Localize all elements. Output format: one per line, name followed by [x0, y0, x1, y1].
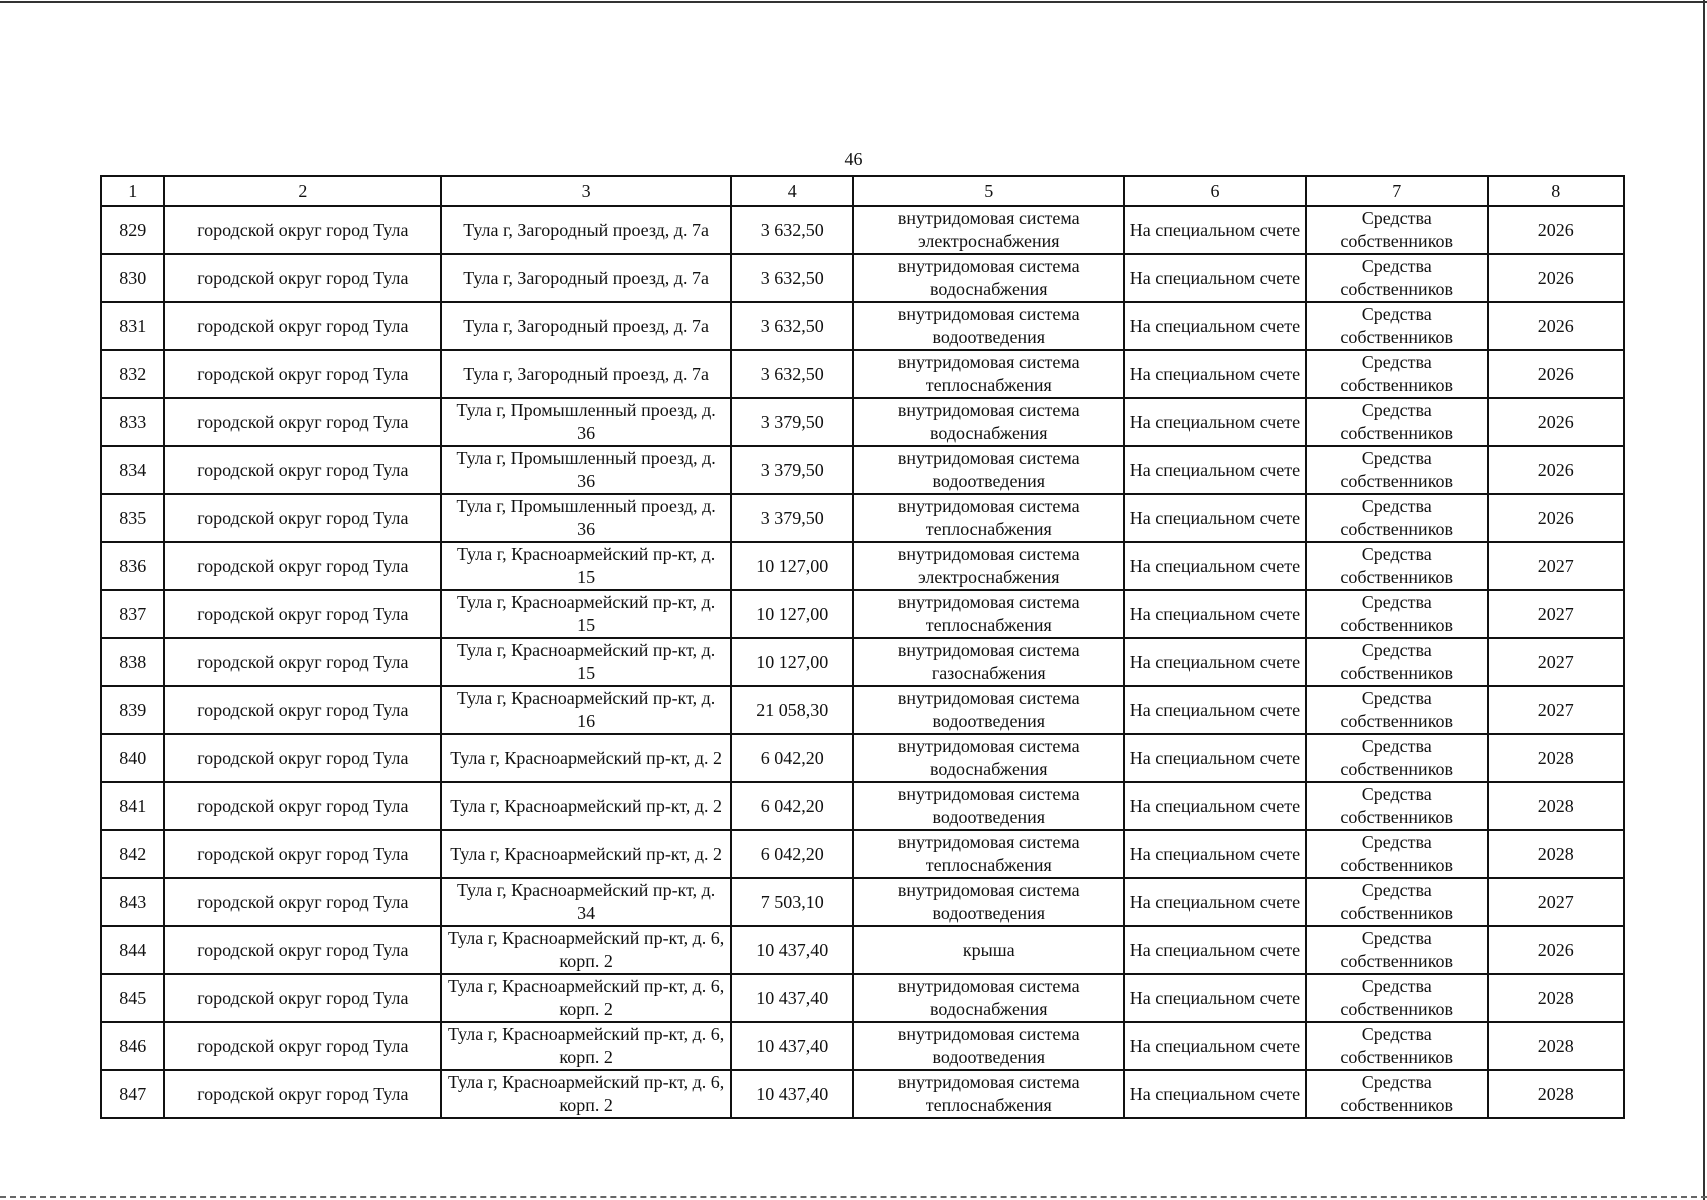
funding-source-cell: Средства собственников [1306, 206, 1488, 254]
address-cell: Тула г, Красноармейский пр-кт, д. 6, корп. 2 [441, 1022, 731, 1070]
year-cell: 2026 [1488, 926, 1624, 974]
year-cell: 2028 [1488, 734, 1624, 782]
area-cell: 3 379,50 [731, 398, 854, 446]
table-row [101, 350, 1624, 398]
funding-source-cell: Средства собственников [1306, 542, 1488, 590]
fund-method-cell: На специальном счете [1124, 1070, 1306, 1118]
row-number-cell: 833 [101, 398, 164, 446]
work-type-cell: внутридомовая система теплоснабжения [853, 1070, 1124, 1118]
fund-method-cell: На специальном счете [1124, 302, 1306, 350]
address-cell: Тула г, Красноармейский пр-кт, д. 6, корп. 2 [441, 974, 731, 1022]
table-row [101, 878, 1624, 926]
fund-method-cell: На специальном счете [1124, 590, 1306, 638]
column-number-header: 2 [164, 176, 441, 206]
work-type-cell: внутридомовая система теплоснабжения [853, 350, 1124, 398]
year-cell: 2027 [1488, 878, 1624, 926]
fund-method-cell: На специальном счете [1124, 446, 1306, 494]
fund-method-cell: На специальном счете [1124, 1022, 1306, 1070]
address-cell: Тула г, Красноармейский пр-кт, д. 16 [441, 686, 731, 734]
work-type-cell: внутридомовая система водоотведения [853, 878, 1124, 926]
address-cell: Тула г, Промышленный проезд, д. 36 [441, 494, 731, 542]
column-number-row [101, 176, 1624, 206]
year-cell: 2027 [1488, 542, 1624, 590]
address-cell: Тула г, Загородный проезд, д. 7а [441, 302, 731, 350]
fund-method-cell: На специальном счете [1124, 350, 1306, 398]
year-cell: 2026 [1488, 254, 1624, 302]
funding-source-cell: Средства собственников [1306, 302, 1488, 350]
table-row [101, 638, 1624, 686]
work-type-cell: внутридомовая система водоснабжения [853, 974, 1124, 1022]
year-cell: 2026 [1488, 206, 1624, 254]
work-type-cell: внутридомовая система водоснабжения [853, 398, 1124, 446]
row-number-cell: 835 [101, 494, 164, 542]
address-cell: Тула г, Красноармейский пр-кт, д. 15 [441, 590, 731, 638]
municipality-cell: городской округ город Тула [164, 254, 441, 302]
funding-source-cell: Средства собственников [1306, 350, 1488, 398]
table-row [101, 302, 1624, 350]
municipality-cell: городской округ город Тула [164, 926, 441, 974]
municipality-cell: городской округ город Тула [164, 302, 441, 350]
year-cell: 2026 [1488, 302, 1624, 350]
municipality-cell: городской округ город Тула [164, 830, 441, 878]
table-row [101, 398, 1624, 446]
table-row [101, 782, 1624, 830]
work-type-cell: внутридомовая система водоотведения [853, 1022, 1124, 1070]
row-number-cell: 836 [101, 542, 164, 590]
table-row [101, 830, 1624, 878]
register-table [100, 175, 1625, 1119]
municipality-cell: городской округ город Тула [164, 590, 441, 638]
address-cell: Тула г, Красноармейский пр-кт, д. 34 [441, 878, 731, 926]
column-number-header: 6 [1124, 176, 1306, 206]
area-cell: 10 127,00 [731, 590, 854, 638]
fund-method-cell: На специальном счете [1124, 686, 1306, 734]
address-cell: Тула г, Красноармейский пр-кт, д. 6, корп. 2 [441, 1070, 731, 1118]
area-cell: 6 042,20 [731, 782, 854, 830]
table-row [101, 926, 1624, 974]
work-type-cell: внутридомовая система теплоснабжения [853, 590, 1124, 638]
area-cell: 7 503,10 [731, 878, 854, 926]
area-cell: 21 058,30 [731, 686, 854, 734]
area-cell: 3 632,50 [731, 350, 854, 398]
funding-source-cell: Средства собственников [1306, 494, 1488, 542]
municipality-cell: городской округ город Тула [164, 686, 441, 734]
column-number-header: 8 [1488, 176, 1624, 206]
table-row [101, 542, 1624, 590]
table-row [101, 686, 1624, 734]
area-cell: 10 437,40 [731, 1070, 854, 1118]
address-cell: Тула г, Красноармейский пр-кт, д. 2 [441, 734, 731, 782]
column-number-header: 3 [441, 176, 731, 206]
fund-method-cell: На специальном счете [1124, 878, 1306, 926]
municipality-cell: городской округ город Тула [164, 734, 441, 782]
area-cell: 10 127,00 [731, 638, 854, 686]
year-cell: 2027 [1488, 590, 1624, 638]
fund-method-cell: На специальном счете [1124, 254, 1306, 302]
work-type-cell: внутридомовая система водоотведения [853, 302, 1124, 350]
work-type-cell: внутридомовая система теплоснабжения [853, 830, 1124, 878]
funding-source-cell: Средства собственников [1306, 830, 1488, 878]
row-number-cell: 834 [101, 446, 164, 494]
year-cell: 2026 [1488, 350, 1624, 398]
area-cell: 3 379,50 [731, 446, 854, 494]
work-type-cell: внутридомовая система электроснабжения [853, 206, 1124, 254]
column-number-header: 4 [731, 176, 854, 206]
area-cell: 10 437,40 [731, 926, 854, 974]
row-number-cell: 831 [101, 302, 164, 350]
row-number-cell: 829 [101, 206, 164, 254]
area-cell: 3 632,50 [731, 206, 854, 254]
bottom-scan-rule [0, 1196, 1707, 1198]
table-row [101, 206, 1624, 254]
funding-source-cell: Средства собственников [1306, 734, 1488, 782]
scan-edge-right [1703, 0, 1705, 1200]
area-cell: 10 437,40 [731, 1022, 854, 1070]
fund-method-cell: На специальном счете [1124, 542, 1306, 590]
table-row [101, 1022, 1624, 1070]
row-number-cell: 832 [101, 350, 164, 398]
address-cell: Тула г, Красноармейский пр-кт, д. 15 [441, 638, 731, 686]
fund-method-cell: На специальном счете [1124, 926, 1306, 974]
row-number-cell: 847 [101, 1070, 164, 1118]
municipality-cell: городской округ город Тула [164, 1022, 441, 1070]
work-type-cell: внутридомовая система теплоснабжения [853, 494, 1124, 542]
row-number-cell: 845 [101, 974, 164, 1022]
fund-method-cell: На специальном счете [1124, 830, 1306, 878]
fund-method-cell: На специальном счете [1124, 494, 1306, 542]
row-number-cell: 840 [101, 734, 164, 782]
municipality-cell: городской округ город Тула [164, 974, 441, 1022]
work-type-cell: внутридомовая система водоотведения [853, 686, 1124, 734]
funding-source-cell: Средства собственников [1306, 398, 1488, 446]
work-type-cell: внутридомовая система водоотведения [853, 782, 1124, 830]
row-number-cell: 846 [101, 1022, 164, 1070]
funding-source-cell: Средства собственников [1306, 1070, 1488, 1118]
year-cell: 2026 [1488, 494, 1624, 542]
year-cell: 2026 [1488, 398, 1624, 446]
table-row [101, 974, 1624, 1022]
funding-source-cell: Средства собственников [1306, 446, 1488, 494]
funding-source-cell: Средства собственников [1306, 638, 1488, 686]
area-cell: 3 632,50 [731, 254, 854, 302]
municipality-cell: городской округ город Тула [164, 638, 441, 686]
municipality-cell: городской округ город Тула [164, 1070, 441, 1118]
address-cell: Тула г, Загородный проезд, д. 7а [441, 206, 731, 254]
row-number-cell: 842 [101, 830, 164, 878]
year-cell: 2028 [1488, 830, 1624, 878]
work-type-cell: внутридомовая система водоотведения [853, 446, 1124, 494]
municipality-cell: городской округ город Тула [164, 398, 441, 446]
funding-source-cell: Средства собственников [1306, 590, 1488, 638]
row-number-cell: 839 [101, 686, 164, 734]
municipality-cell: городской округ город Тула [164, 350, 441, 398]
funding-source-cell: Средства собственников [1306, 254, 1488, 302]
municipality-cell: городской округ город Тула [164, 206, 441, 254]
column-number-header: 1 [101, 176, 164, 206]
work-type-cell: внутридомовая система электроснабжения [853, 542, 1124, 590]
address-cell: Тула г, Красноармейский пр-кт, д. 6, корп. 2 [441, 926, 731, 974]
address-cell: Тула г, Красноармейский пр-кт, д. 2 [441, 782, 731, 830]
address-cell: Тула г, Загородный проезд, д. 7а [441, 254, 731, 302]
funding-source-cell: Средства собственников [1306, 878, 1488, 926]
work-type-cell: внутридомовая система водоснабжения [853, 254, 1124, 302]
work-type-cell: внутридомовая система газоснабжения [853, 638, 1124, 686]
table-row [101, 734, 1624, 782]
municipality-cell: городской округ город Тула [164, 542, 441, 590]
area-cell: 10 127,00 [731, 542, 854, 590]
area-cell: 10 437,40 [731, 974, 854, 1022]
year-cell: 2028 [1488, 782, 1624, 830]
column-number-header: 5 [853, 176, 1124, 206]
table-body [101, 176, 1624, 1118]
year-cell: 2028 [1488, 1070, 1624, 1118]
fund-method-cell: На специальном счете [1124, 782, 1306, 830]
table-row [101, 254, 1624, 302]
scan-edge-top [0, 1, 1707, 3]
fund-method-cell: На специальном счете [1124, 206, 1306, 254]
table-row [101, 446, 1624, 494]
row-number-cell: 837 [101, 590, 164, 638]
address-cell: Тула г, Промышленный проезд, д. 36 [441, 446, 731, 494]
year-cell: 2026 [1488, 446, 1624, 494]
municipality-cell: городской округ город Тула [164, 782, 441, 830]
municipality-cell: городской округ город Тула [164, 446, 441, 494]
funding-source-cell: Средства собственников [1306, 686, 1488, 734]
funding-source-cell: Средства собственников [1306, 974, 1488, 1022]
funding-source-cell: Средства собственников [1306, 782, 1488, 830]
column-number-header: 7 [1306, 176, 1488, 206]
municipality-cell: городской округ город Тула [164, 878, 441, 926]
work-type-cell: крыша [853, 926, 1124, 974]
row-number-cell: 844 [101, 926, 164, 974]
area-cell: 6 042,20 [731, 734, 854, 782]
row-number-cell: 841 [101, 782, 164, 830]
funding-source-cell: Средства собственников [1306, 926, 1488, 974]
area-cell: 3 632,50 [731, 302, 854, 350]
year-cell: 2027 [1488, 686, 1624, 734]
fund-method-cell: На специальном счете [1124, 638, 1306, 686]
row-number-cell: 838 [101, 638, 164, 686]
row-number-cell: 830 [101, 254, 164, 302]
address-cell: Тула г, Промышленный проезд, д. 36 [441, 398, 731, 446]
year-cell: 2028 [1488, 1022, 1624, 1070]
area-cell: 3 379,50 [731, 494, 854, 542]
page-number: 46 [844, 149, 863, 169]
municipality-cell: городской округ город Тула [164, 494, 441, 542]
year-cell: 2028 [1488, 974, 1624, 1022]
table-row [101, 494, 1624, 542]
fund-method-cell: На специальном счете [1124, 398, 1306, 446]
fund-method-cell: На специальном счете [1124, 734, 1306, 782]
address-cell: Тула г, Загородный проезд, д. 7а [441, 350, 731, 398]
year-cell: 2027 [1488, 638, 1624, 686]
address-cell: Тула г, Красноармейский пр-кт, д. 15 [441, 542, 731, 590]
row-number-cell: 843 [101, 878, 164, 926]
area-cell: 6 042,20 [731, 830, 854, 878]
funding-source-cell: Средства собственников [1306, 1022, 1488, 1070]
table-row [101, 590, 1624, 638]
work-type-cell: внутридомовая система водоснабжения [853, 734, 1124, 782]
fund-method-cell: На специальном счете [1124, 974, 1306, 1022]
table-row [101, 1070, 1624, 1118]
address-cell: Тула г, Красноармейский пр-кт, д. 2 [441, 830, 731, 878]
